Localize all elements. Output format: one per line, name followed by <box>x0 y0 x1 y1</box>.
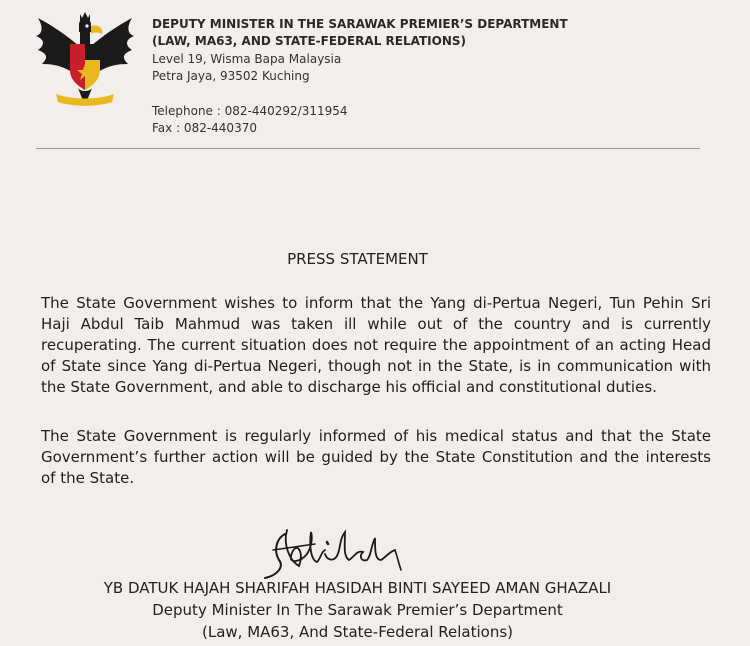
paragraph-1-line: The State Government wishes to inform that the Yang di-Pertua Negeri, Tun Pehin Sri <box>41 294 711 312</box>
signatory-position: Deputy Minister In The Sarawak Premier’s Department <box>152 601 563 619</box>
statement-paragraph-1 <box>41 293 711 398</box>
fax-line: Fax : 082-440370 <box>152 121 257 135</box>
department-title-line1: DEPUTY MINISTER IN THE SARAWAK PREMIER’S DEPARTMENT <box>152 17 568 31</box>
header-divider <box>36 148 700 149</box>
paragraph-1-line: of State since Yang di-Pertua Negeri, though not in the State, is in communication with <box>41 357 711 375</box>
press-statement-title: PRESS STATEMENT <box>287 250 428 268</box>
address-line1: Level 19, Wisma Bapa Malaysia <box>152 52 342 66</box>
paragraph-2-line: of the State. <box>41 469 135 487</box>
signatory-portfolio: (Law, MA63, And State-Federal Relations) <box>201 623 514 641</box>
telephone-line: Telephone : 082-440292/311954 <box>152 104 348 118</box>
statement-paragraph-2 <box>41 426 711 489</box>
sarawak-coat-of-arms-icon <box>32 10 138 110</box>
paragraph-2-line: Government’s further action will be guided by the State Constitution and the interests <box>41 448 711 466</box>
department-title-line2: (LAW, MA63, AND STATE-FEDERAL RELATIONS) <box>152 34 466 48</box>
handwritten-signature <box>255 520 425 582</box>
paragraph-1-line: the State Government, and able to discharge his official and constitutional duties. <box>41 378 657 396</box>
signatory-name: YB DATUK HAJAH SHARIFAH HASIDAH BINTI SAYEED AMAN GHAZALI <box>103 579 612 597</box>
address-line2: Petra Jaya, 93502 Kuching <box>152 69 310 83</box>
paragraph-1-line: recuperating. The current situation does not require the appointment of an acting Head <box>41 336 711 354</box>
paragraph-2-line: The State Government is regularly informed of his medical status and that the State <box>41 427 711 445</box>
paragraph-1-line: Haji Abdul Taib Mahmud was taken ill while out of the country and is currently <box>41 315 711 333</box>
